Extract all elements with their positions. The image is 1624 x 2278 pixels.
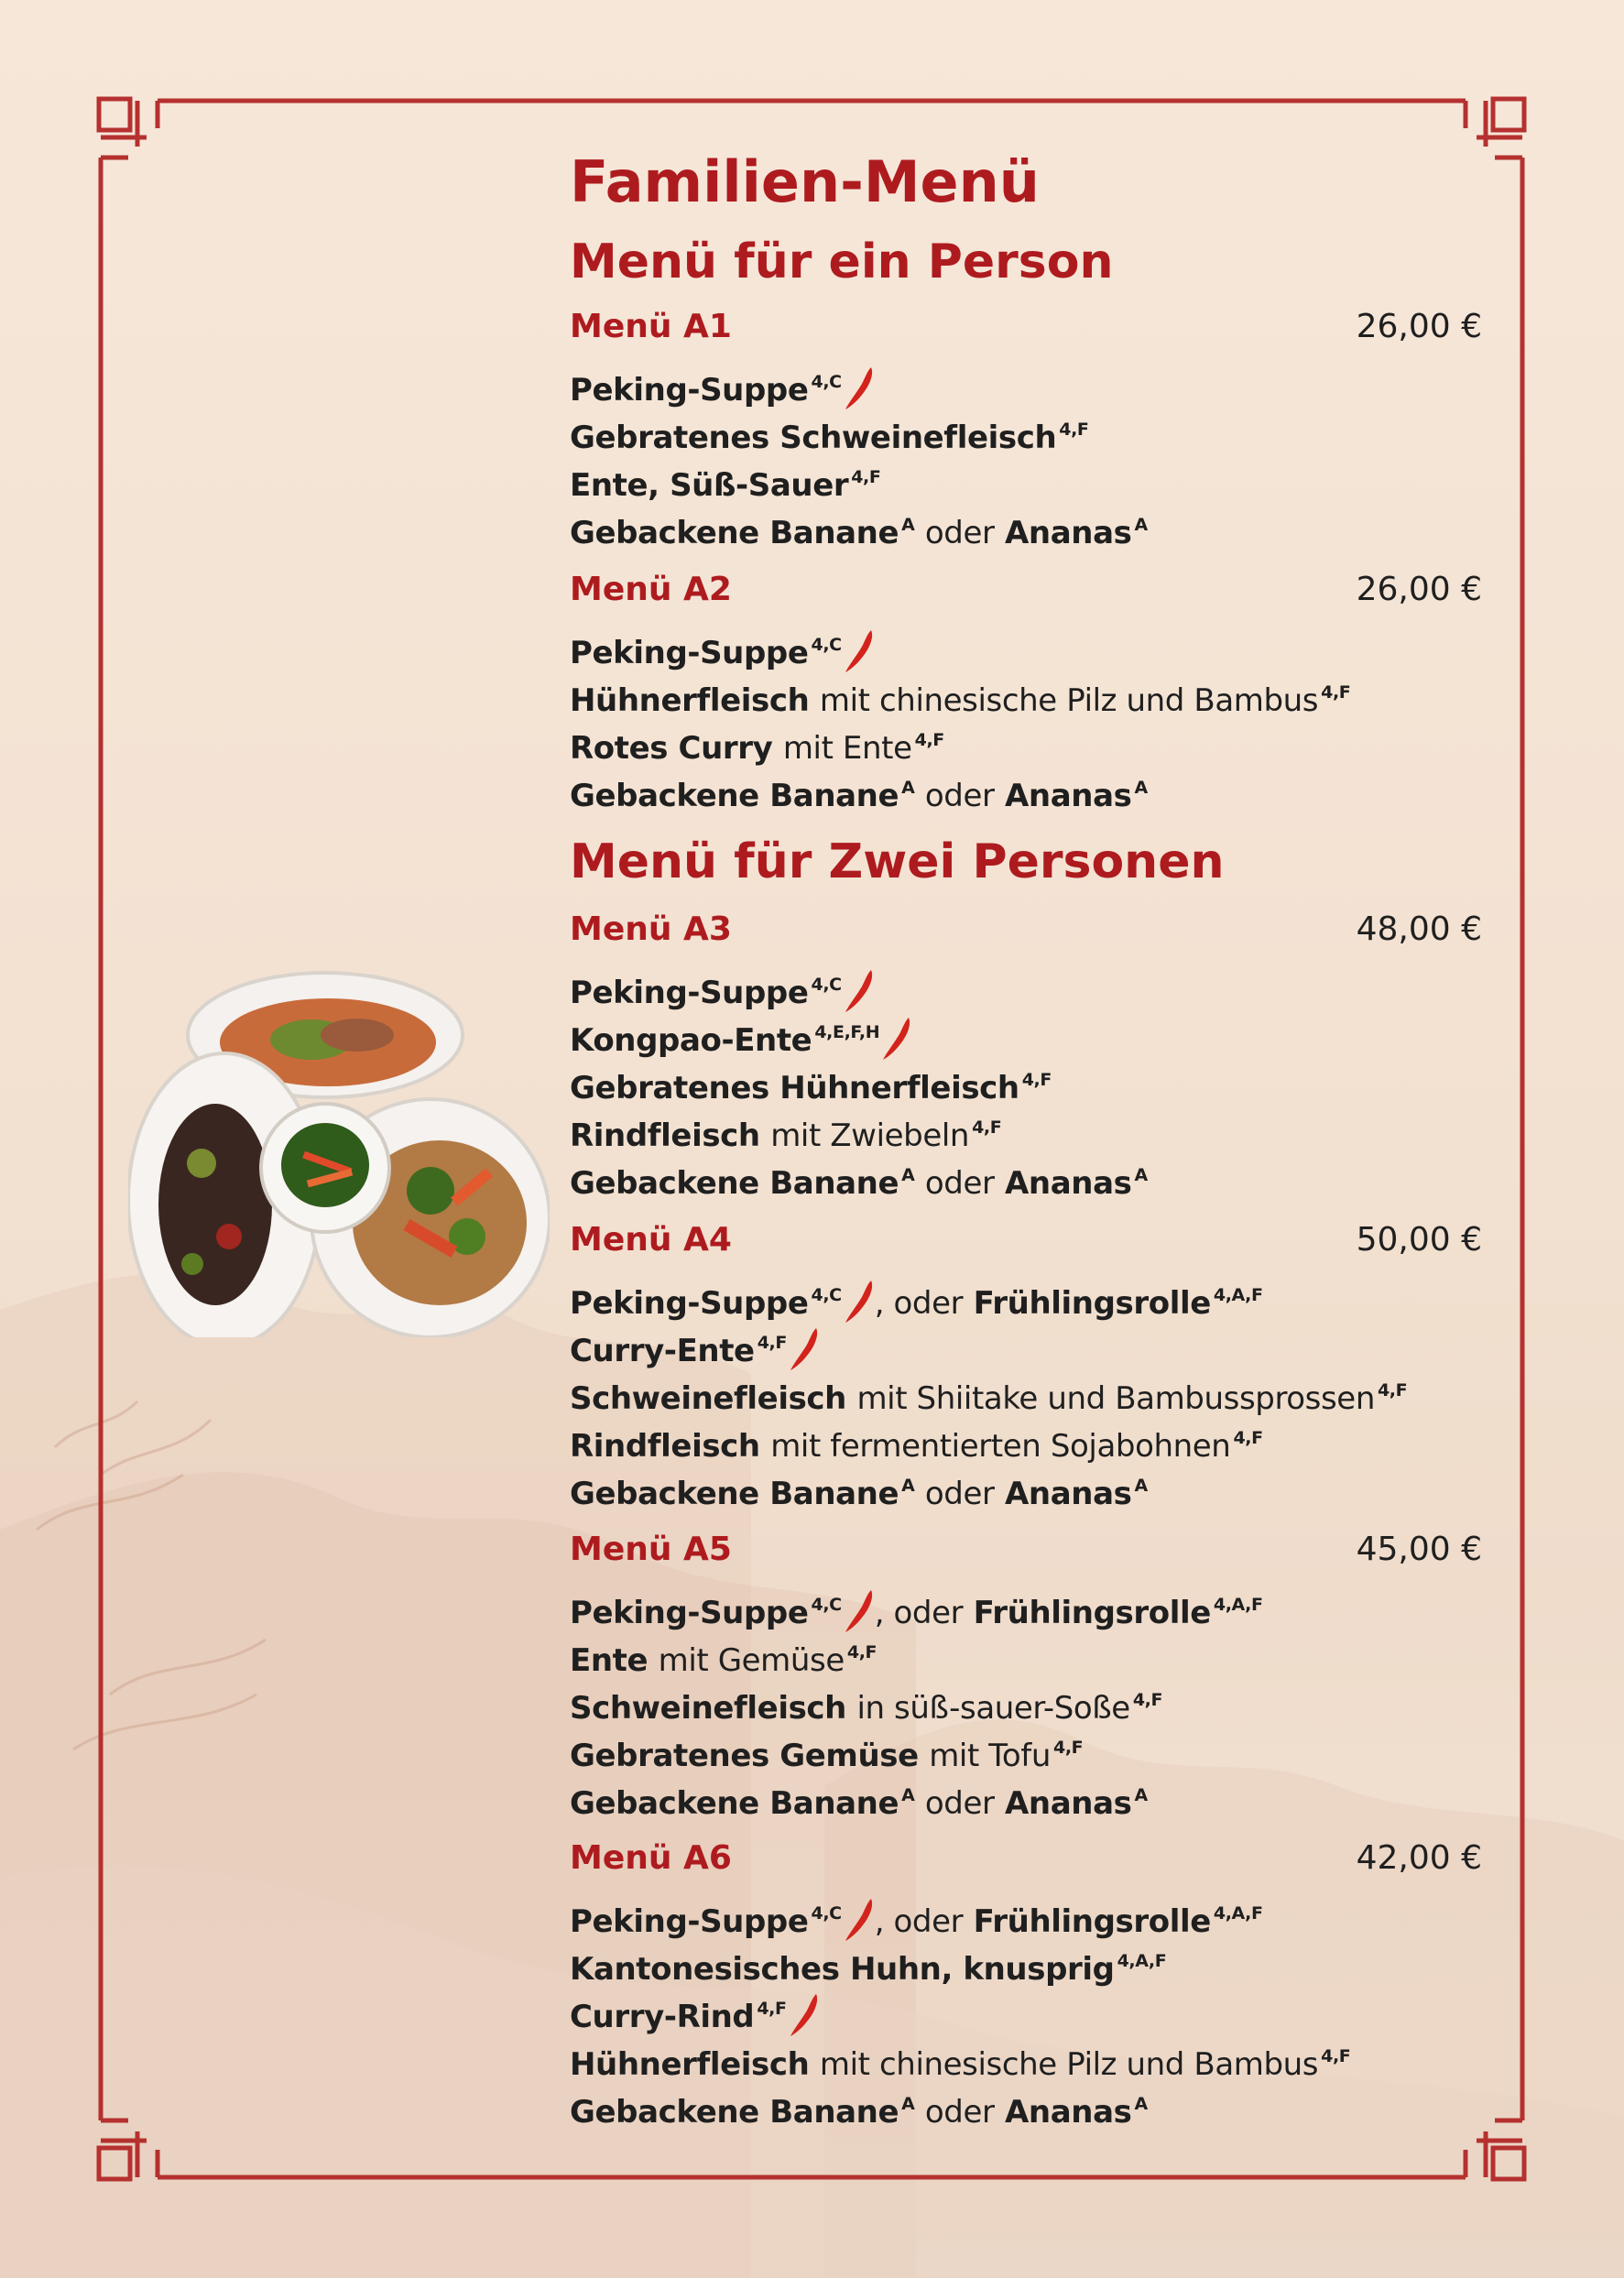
menu-name: Menü A4 (570, 1221, 732, 1259)
menu-item: Curry-Ente $^{4,F}$ (570, 1323, 820, 1372)
menu-a6-header (570, 1838, 1482, 1879)
menu-price: 50,00 € (1356, 1221, 1482, 1259)
menu-item: Hühnerfleisch mit chinesische Pilz und Bambus $^{4,F}$ (570, 2046, 1351, 2083)
menu-item: Schweinefleisch in süß-sauer-Soße $^{4,F}$ (570, 1690, 1163, 1727)
menu-item: Gebratenes Schweinefleisch $^{4,F}$ (570, 420, 1089, 456)
menu-item: Gebackene Banane $^A$ oder Ananas $^A$ (570, 1476, 1148, 1512)
menu-item: Kantonesisches Huhn, knusprig $^{4,A,F}$ (570, 1951, 1167, 1988)
menu-item: Kongpao-Ente $^{4,E,F,H}$ (570, 1012, 912, 1062)
chili-pepper-icon (844, 627, 875, 674)
menu-price: 26,00 € (1356, 308, 1482, 345)
menu-a3-header (570, 910, 1482, 950)
section-title-one-person: Menü für ein Person (570, 234, 1114, 289)
menu-item: Gebackene Banane $^A$ oder Ananas $^A$ (570, 1165, 1148, 1202)
menu-a1-header (570, 307, 1482, 347)
menu-item: Rotes Curry mit Ente $^{4,F}$ (570, 730, 944, 767)
menu-item: Rindfleisch mit Zwiebeln $^{4,F}$ (570, 1117, 1002, 1154)
menu-item: Peking-Suppe $^{4,C}$ (570, 965, 875, 1014)
menu-price: 26,00 € (1356, 571, 1482, 608)
menu-item: Peking-Suppe $^{4,C}$ (570, 625, 875, 674)
chili-pepper-icon (844, 1586, 875, 1634)
chili-pepper-icon (881, 1014, 912, 1062)
menu-price: 42,00 € (1356, 1839, 1482, 1877)
menu-name: Menü A6 (570, 1839, 732, 1877)
page-title: Familien-Menü (570, 148, 1040, 215)
menu-item: Peking-Suppe $^{4,C}$ , oder Frühlingsrolle $^{4,A,F}$ (570, 1585, 1263, 1634)
menu-item: Rindfleisch mit fermentierten Sojabohnen $^{4,F}$ (570, 1428, 1263, 1465)
menu-item: Gebratenes Gemüse mit Tofu $^{4,F}$ (570, 1738, 1084, 1774)
menu-item: Gebackene Banane $^A$ oder Ananas $^A$ (570, 2094, 1148, 2131)
menu-price: 45,00 € (1356, 1531, 1482, 1568)
menu-item: Peking-Suppe $^{4,C}$ , oder Frühlingsrolle $^{4,A,F}$ (570, 1893, 1263, 1943)
menu-a4-header (570, 1220, 1482, 1260)
menu-item: Peking-Suppe $^{4,C}$ (570, 362, 875, 411)
chili-pepper-icon (789, 1324, 820, 1372)
menu-item: Hühnerfleisch mit chinesische Pilz und Bambus $^{4,F}$ (570, 682, 1351, 719)
menu-a2-header (570, 570, 1482, 610)
menu-item: Curry-Rind $^{4,F}$ (570, 1989, 820, 2038)
menu-a5-header (570, 1530, 1482, 1570)
menu-item: Gebackene Banane $^A$ oder Ananas $^A$ (570, 515, 1148, 551)
menu-name: Menü A1 (570, 308, 732, 345)
menu-name: Menü A2 (570, 571, 732, 608)
chili-pepper-icon (844, 1277, 875, 1324)
menu-item: Peking-Suppe $^{4,C}$ , oder Frühlingsrolle $^{4,A,F}$ (570, 1275, 1263, 1324)
menu-name: Menü A5 (570, 1531, 732, 1568)
chili-pepper-icon (789, 1990, 820, 2038)
chili-pepper-icon (844, 1895, 875, 1943)
menu-item: Gebackene Banane $^A$ oder Ananas $^A$ (570, 1785, 1148, 1822)
chili-pepper-icon (844, 364, 875, 411)
menu-price: 48,00 € (1356, 910, 1482, 948)
menu-item: Gebratenes Hühnerfleisch $^{4,F}$ (570, 1070, 1052, 1106)
menu-item: Gebackene Banane $^A$ oder Ananas $^A$ (570, 778, 1148, 814)
menu-name: Menü A3 (570, 910, 732, 948)
chili-pepper-icon (844, 966, 875, 1014)
section-title-two-persons: Menü für Zwei Personen (570, 834, 1225, 889)
menu-item: Ente, Süß-Sauer $^{4,F}$ (570, 467, 881, 504)
menu-item: Schweinefleisch mit Shiitake und Bambussprossen $^{4,F}$ (570, 1380, 1408, 1417)
food-plate-image (128, 971, 550, 1337)
menu-item: Ente mit Gemüse $^{4,F}$ (570, 1642, 877, 1679)
